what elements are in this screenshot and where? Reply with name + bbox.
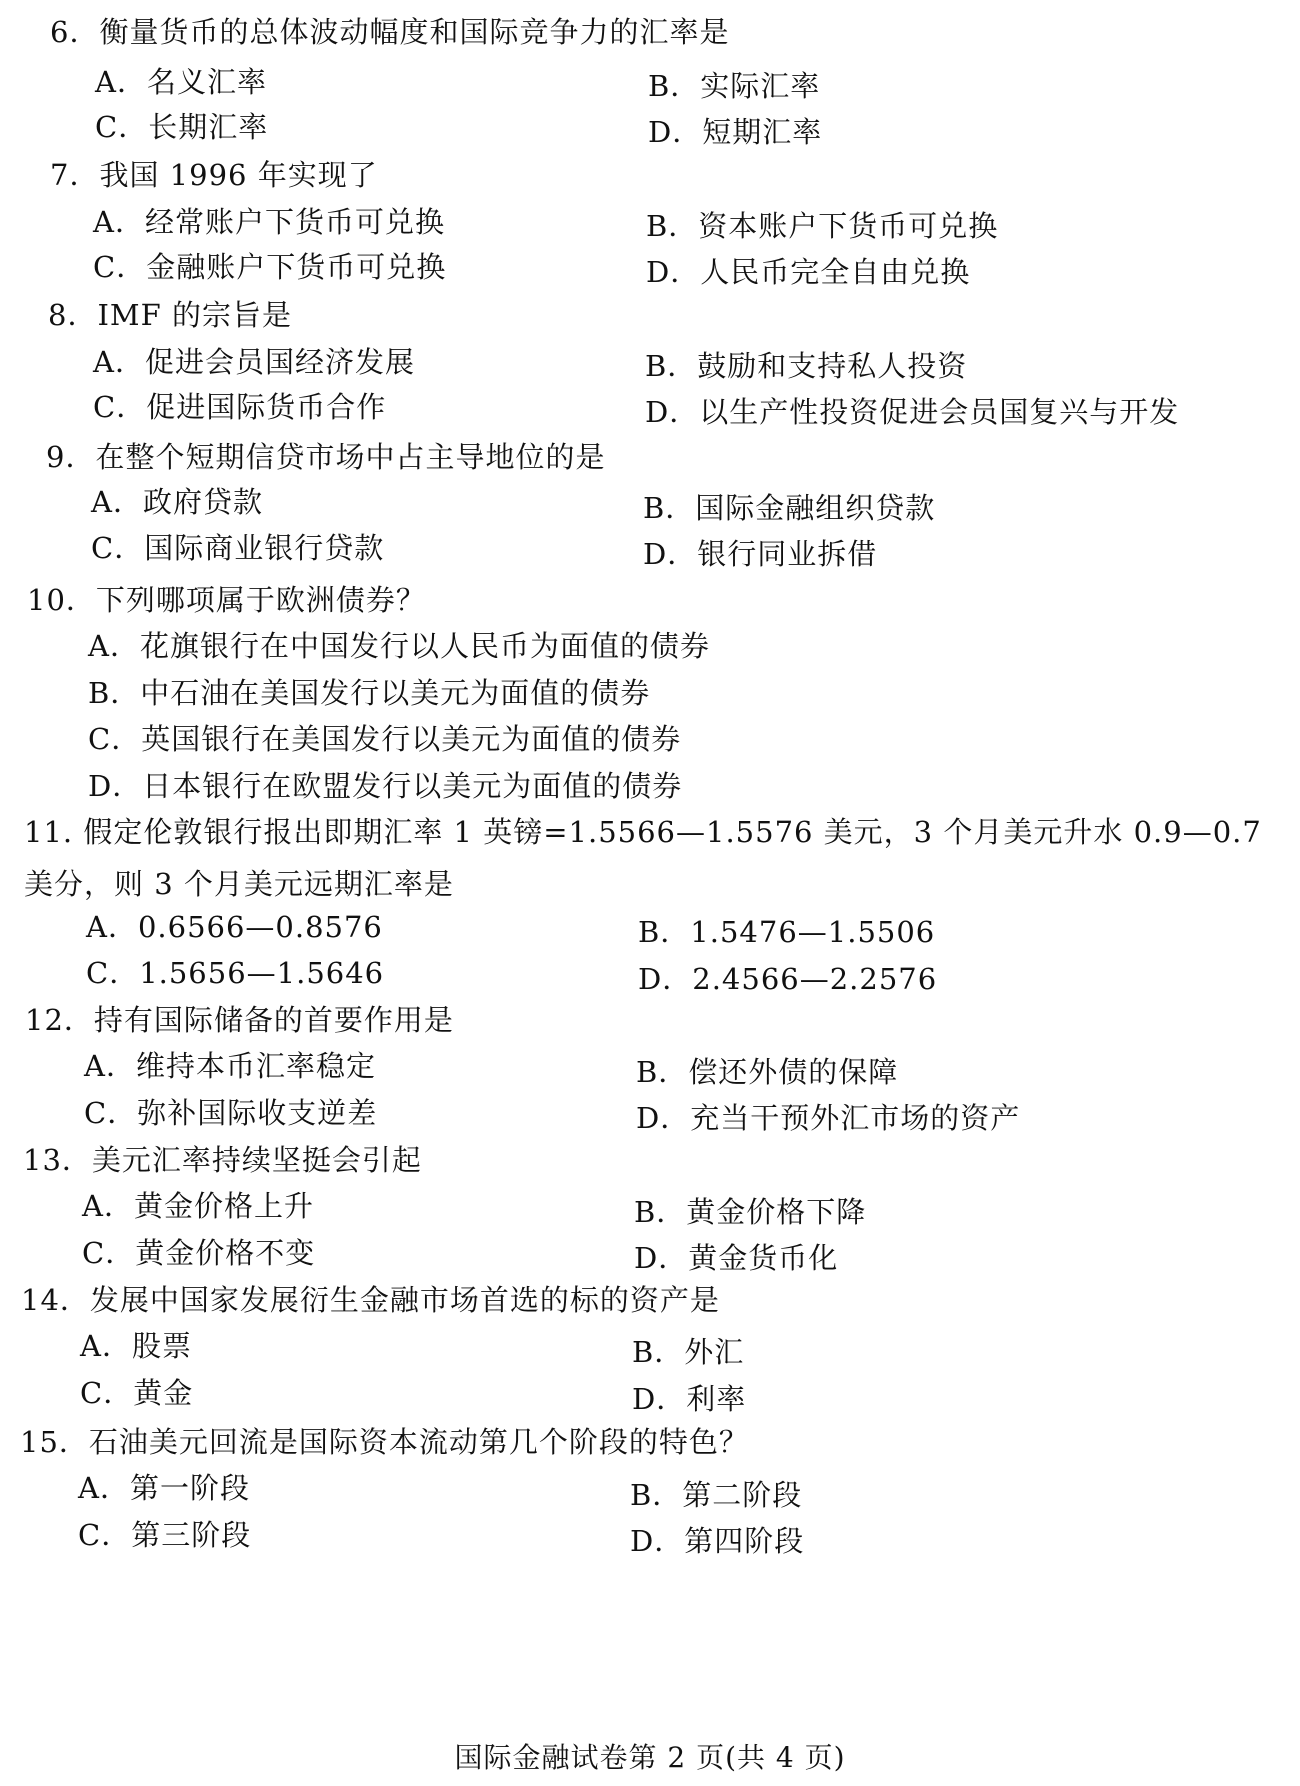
question-11-option-d: D．2.4566—2.2576	[638, 962, 938, 996]
question-7-option-b: B．资本账户下货币可兑换	[646, 209, 999, 243]
question-9-option-a: A．政府贷款	[91, 485, 263, 519]
question-12-option-c: C．弥补国际收支逆差	[84, 1096, 378, 1130]
question-13-stem: 13．美元汇率持续坚挺会引起	[23, 1143, 422, 1177]
question-14-option-c: C．黄金	[80, 1376, 194, 1410]
question-6-option-d: D．短期汇率	[648, 115, 823, 149]
question-9-stem: 9．在整个短期信贷市场中占主导地位的是	[46, 440, 606, 474]
question-15-option-b: B．第二阶段	[630, 1478, 803, 1512]
question-9-option-b: B．国际金融组织贷款	[643, 491, 936, 525]
question-10-option-a: A．花旗银行在中国发行以人民币为面值的债券	[88, 629, 710, 663]
question-8-option-b: B．鼓励和支持私人投资	[645, 349, 968, 383]
question-15-option-c: C．第三阶段	[78, 1518, 252, 1552]
question-11-stem: 11. 假定伦敦银行报出即期汇率 1 英镑=1.5566—1.5576 美元，3 个月美元升水 0.9—0.7 美分，则 3 个月美元远期汇率是	[24, 815, 1262, 901]
question-6-option-c: C．长期汇率	[95, 110, 269, 144]
question-8-option-d: D．以生产性投资促进会员国复兴与开发	[645, 395, 1180, 429]
question-14-option-d: D．利率	[632, 1382, 747, 1416]
question-7-stem: 7．我国 1996 年实现了	[50, 158, 378, 192]
question-8-option-a: A．促进会员国经济发展	[93, 345, 415, 379]
question-11-option-c: C．1.5656—1.5646	[86, 956, 385, 990]
question-14-option-b: B．外汇	[632, 1335, 745, 1369]
question-14-option-a: A．股票	[80, 1329, 192, 1363]
question-8-stem: 8．IMF 的宗旨是	[48, 298, 292, 332]
question-6-option-a: A．名义汇率	[95, 65, 267, 99]
page-footer: 国际金融试卷第 2 页(共 4 页)	[454, 1741, 846, 1774]
question-7-option-c: C．金融账户下货币可兑换	[93, 250, 447, 284]
question-10-option-c: C．英国银行在美国发行以美元为面值的债券	[88, 722, 682, 756]
question-9-option-d: D．银行同业拆借	[643, 537, 878, 571]
question-13-option-a: A．黄金价格上升	[82, 1189, 314, 1223]
question-10-option-b: B．中石油在美国发行以美元为面值的债券	[88, 676, 651, 710]
question-6-option-b: B．实际汇率	[648, 69, 821, 103]
question-10-stem: 10．下列哪项属于欧洲债券？	[27, 583, 426, 617]
question-8-option-c: C．促进国际货币合作	[93, 390, 387, 424]
question-13-option-b: B．黄金价格下降	[634, 1195, 867, 1229]
question-11-option-a: A．0.6566—0.8576	[86, 910, 383, 944]
question-13-option-c: C．黄金价格不变	[82, 1236, 316, 1270]
question-15-stem: 15．石油美元回流是国际资本流动第几个阶段的特色？	[20, 1425, 749, 1459]
question-12-stem: 12．持有国际储备的首要作用是	[25, 1003, 454, 1037]
question-12-option-b: B．偿还外债的保障	[636, 1055, 899, 1089]
question-12-option-d: D．充当干预外汇市场的资产	[636, 1101, 1021, 1135]
question-15-option-a: A．第一阶段	[78, 1471, 250, 1505]
question-9-option-c: C．国际商业银行贷款	[91, 531, 385, 565]
question-11-option-b: B．1.5476—1.5506	[638, 915, 936, 949]
question-12-option-a: A．维持本币汇率稳定	[84, 1049, 376, 1083]
question-13-option-d: D．黄金货币化	[634, 1241, 839, 1275]
question-7-option-a: A．经常账户下货币可兑换	[93, 205, 445, 239]
question-6-stem: 6．衡量货币的总体波动幅度和国际竞争力的汇率是	[50, 15, 730, 49]
question-15-option-d: D．第四阶段	[630, 1524, 805, 1558]
question-10-option-d: D．日本银行在欧盟发行以美元为面值的债券	[88, 769, 683, 803]
question-7-option-d: D．人民币完全自由兑换	[646, 255, 971, 289]
question-14-stem: 14．发展中国家发展衍生金融市场首选的标的资产是	[21, 1283, 720, 1317]
